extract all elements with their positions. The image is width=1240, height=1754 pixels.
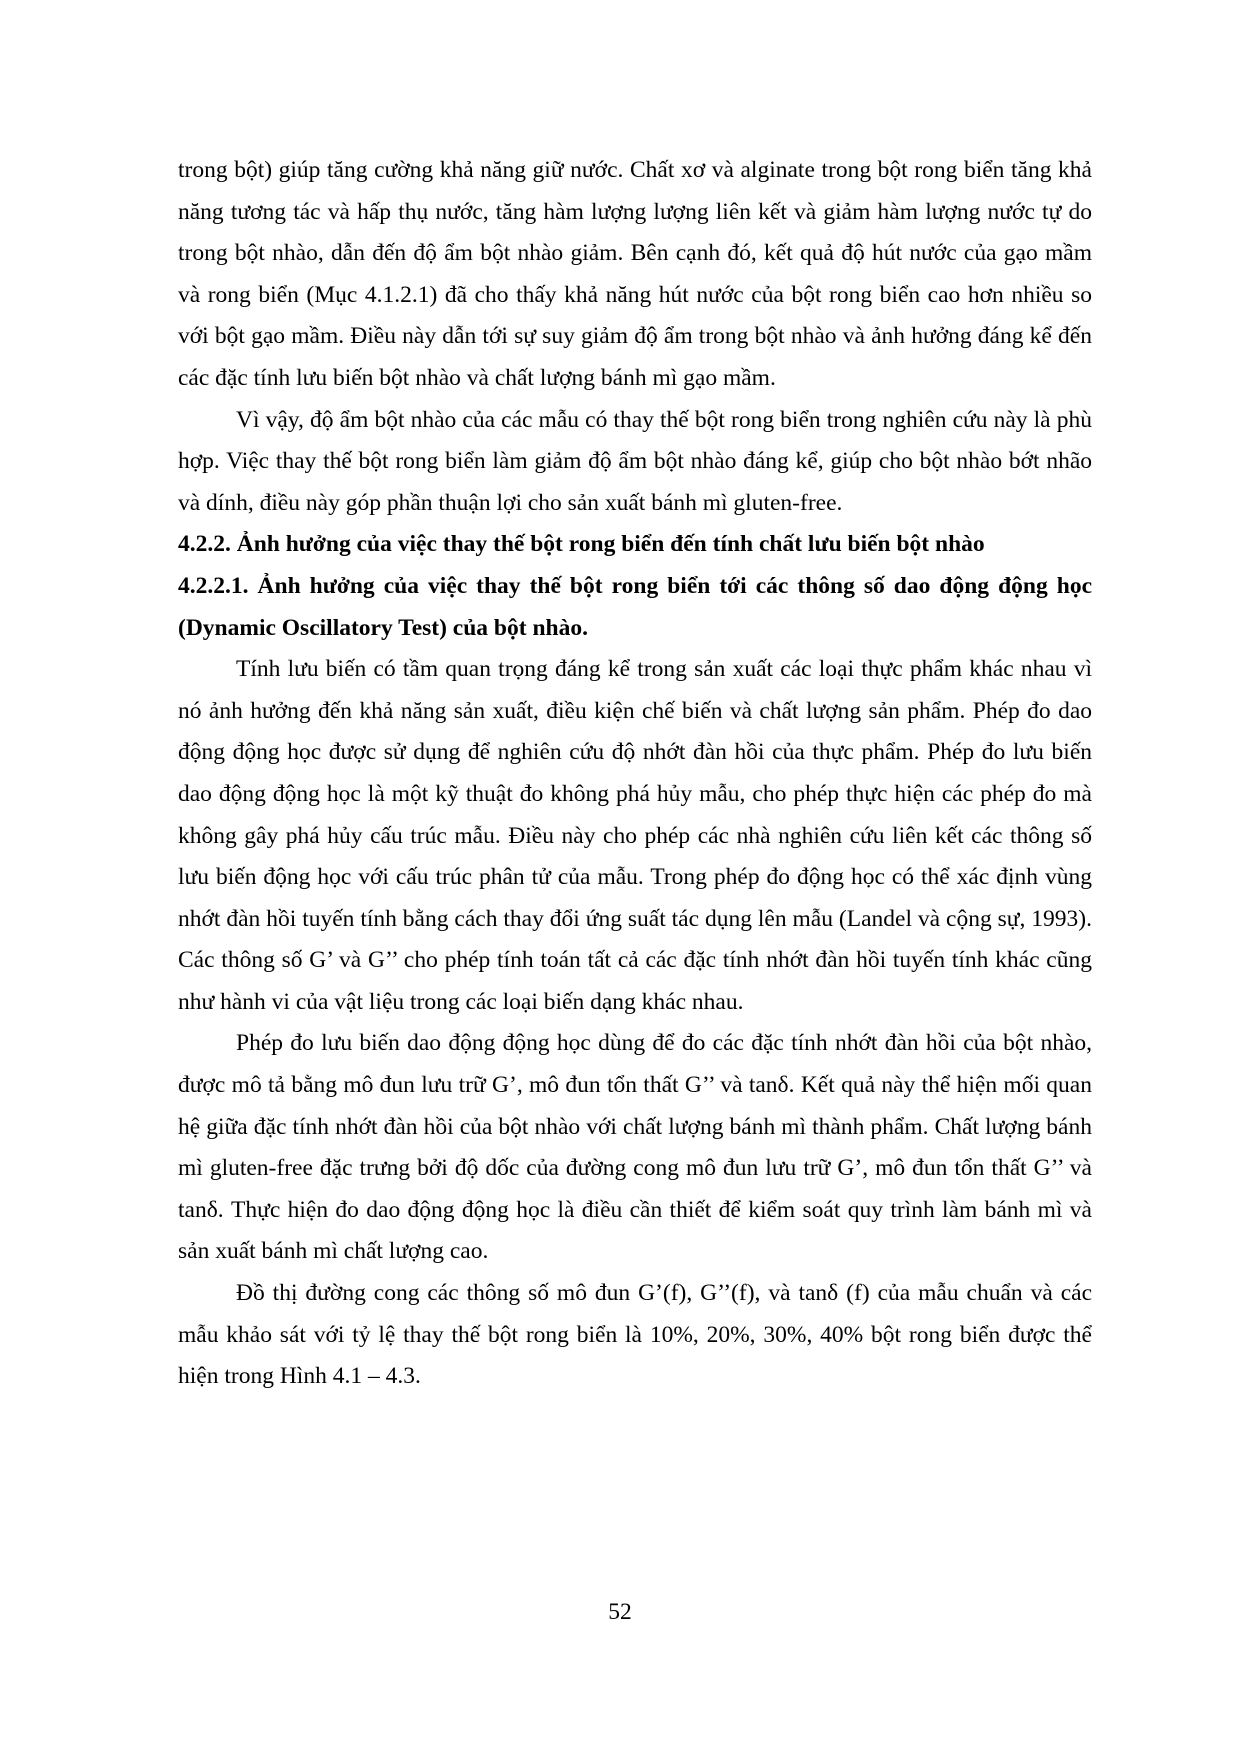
paragraph-dynamic-oscillatory: Phép đo lưu biến dao động động học dùng để đo các đặc tính nhớt đàn hồi của bột nhào, được mô tả bằng mô đun lưu trữ G’, mô đun tổn thất G’’ và tanδ. Kết quả này thể hiện mối quan hệ giữa đặc tính nhớt đàn hồi của bột nhào với chất lượng bánh mì thành phẩm. Chất lượng bánh mì gluten-free đặc trưng bởi độ dốc của đường cong mô đun lưu trữ G’, mô đun tổn thất G’’ và tanδ. Thực hiện đo dao động động học là điều cần thiết để kiểm soát quy trình làm bánh mì và sản xuất bánh mì chất lượng cao.	[178, 1030, 1092, 1265]
paragraph-figure-reference: Đồ thị đường cong các thông số mô đun G’(f), G’’(f), và tanδ (f) của mẫu chuẩn và các mẫu khảo sát với tỷ lệ thay thế bột rong biển là 10%, 20%, 30%, 40% bột rong biển được thể hiện trong Hình 4.1 – 4.3.	[178, 1280, 1092, 1390]
paragraph-conclusion-moisture: Vì vậy, độ ẩm bột nhào của các mẫu có thay thế bột rong biển trong nghiên cứu này là phù hợp. Việc thay thế bột rong biển làm giảm độ ẩm bột nhào đáng kể, giúp cho bột nhào bớt nhão và dính, điều này góp phần thuận lợi cho sản xuất bánh mì gluten-free.	[178, 406, 1092, 516]
document-body	[178, 150, 1092, 1398]
page-number: 52	[608, 1599, 632, 1625]
paragraph-rheology-intro: Tính lưu biến có tầm quan trọng đáng kể trong sản xuất các loại thực phẩm khác nhau vì nó ảnh hưởng đến khả năng sản xuất, điều kiện chế biến và chất lượng sản phẩm. Phép đo dao động động học được sử dụng để nghiên cứu độ nhớt đàn hồi của thực phẩm. Phép đo lưu biến dao động động học là một kỹ thuật đo không phá hủy mẫu, cho phép thực hiện các phép đo mà không gây phá hủy cấu trúc mẫu. Điều này cho phép các nhà nghiên cứu liên kết các thông số lưu biến động học với cấu trúc phân tử của mẫu. Trong phép đo động học có thể xác định vùng nhớt đàn hồi tuyến tính bằng cách thay đổi ứng suất tác dụng lên mẫu (Landel và cộng sự, 1993). Các thông số G’ và G’’ cho phép tính toán tất cả các đặc tính nhớt đàn hồi tuyến tính khác cũng như hành vi của vật liệu trong các loại biến dạng khác nhau.	[178, 656, 1092, 1015]
subsection-heading-4-2-2-1: 4.2.2.1. Ảnh hưởng của việc thay thế bột rong biển tới các thông số dao động động học (Dynamic Oscillatory Test) của bột nhào.	[178, 572, 1092, 641]
paragraph-continuation: trong bột) giúp tăng cường khả năng giữ nước. Chất xơ và alginate trong bột rong biển tăng khả năng tương tác và hấp thụ nước, tăng hàm lượng lượng liên kết và giảm hàm lượng nước tự do trong bột nhào, dẫn đến độ ẩm bột nhào giảm. Bên cạnh đó, kết quả độ hút nước của gạo mầm và rong biển (Mục 4.1.2.1) đã cho thấy khả năng hút nước của bột rong biển cao hơn nhiều so với bột gạo mầm. Điều này dẫn tới sự suy giảm độ ẩm trong bột nhào và ảnh hưởng đáng kể đến các đặc tính lưu biến bột nhào và chất lượng bánh mì gạo mầm.	[178, 157, 1092, 391]
section-heading-4-2-2: 4.2.2. Ảnh hưởng của việc thay thế bột rong biển đến tính chất lưu biến bột nhào	[178, 531, 985, 558]
